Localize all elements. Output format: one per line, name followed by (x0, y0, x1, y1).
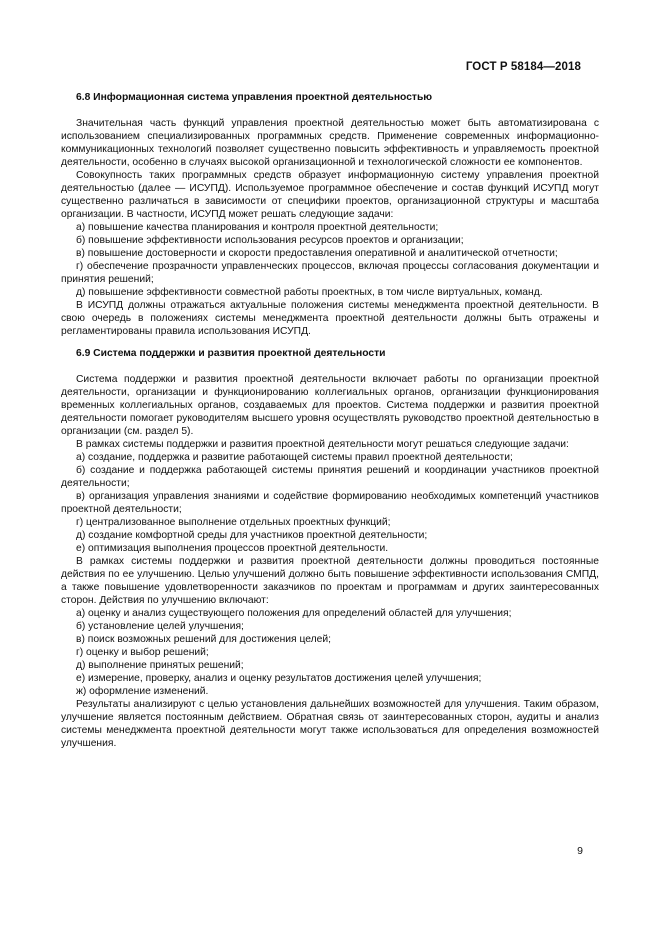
section-heading-6-9: 6.9 Система поддержки и развития проектной деятельности (76, 348, 386, 359)
paragraph: Совокупность таких программных средств образует информационную систему управления проектной деятельностью (далее — ИСУПД). Используемое программное обеспечение и состав функций ИСУПД могут существенно различаться в зависимости от специфики проектов, организационной структуры и масштаба организации. В частности, ИСУПД может решать следующие задачи: (61, 170, 599, 220)
paragraph: В рамках системы поддержки и развития проектной деятельности могут решаться следующие задачи: (76, 439, 569, 450)
paragraph: Система поддержки и развития проектной деятельности включает работы по организации проектной деятельности, организации и функционированию коллегиальных органов, организации функционирования временных коллегиальных органов, создаваемых для проектов. Система поддержки и развития проектной деятельности помогает руководителям высшего уровня осуществлять руководство проектной деятельностью в организации (см. раздел 5). (61, 374, 599, 437)
paragraph: В рамках системы поддержки и развития проектной деятельности должны проводиться постоянные действия по ее улучшению. Целью улучшений должно быть повышение эффективности использования СМПД, а также повышение удовлетворенности заказчиков по проектам и программам и других заинтересованных сторон. Действия по улучшению включают: (61, 556, 599, 606)
standard-header: ГОСТ Р 58184—2018 (465, 61, 581, 73)
list-item: б) установление целей улучшения; (76, 621, 244, 632)
list-item: д) выполнение принятых решений; (76, 660, 244, 671)
list-item: в) повышение достоверности и скорости предоставления оперативной и аналитической отчетности; (76, 248, 558, 259)
list-item: г) обеспечение прозрачности управленческих процессов, включая процессы согласования документации и принятия решений; (61, 261, 599, 285)
list-item: г) оценку и выбор решений; (76, 647, 209, 658)
list-item: е) измерение, проверку, анализ и оценку результатов достижения целей улучшения; (76, 673, 482, 684)
list-item: д) повышение эффективности совместной работы проектных, в том числе виртуальных, команд. (76, 287, 543, 298)
paragraph: В ИСУПД должны отражаться актуальные положения системы менеджмента проектной деятельности. В свою очередь в положениях системы менеджмента проектной деятельности должны быть отражены и регламентированы правила использования ИСУПД. (61, 300, 599, 337)
list-item: г) централизованное выполнение отдельных проектных функций; (76, 517, 391, 528)
list-item: ж) оформление изменений. (76, 686, 209, 697)
document-body (61, 91, 599, 750)
list-item: в) поиск возможных решений для достижения целей; (76, 634, 331, 645)
list-item: в) организация управления знаниями и содействие формированию необходимых компетенций участников проектной деятельности; (61, 491, 599, 515)
list-item: д) создание комфортной среды для участников проектной деятельности; (76, 530, 428, 541)
list-item: а) повышение качества планирования и контроля проектной деятельности; (76, 222, 439, 233)
list-item: а) оценку и анализ существующего положения для определений областей для улучшения; (76, 608, 512, 619)
paragraph: Значительная часть функций управления проектной деятельностью может быть автоматизирована с использованием специализированных программных средств. Применение современных информационно-коммуникационных технологий позволяет существенно повысить эффективность и управляемость проектной деятельности, особенно в случаях высокой организационной и технологической сложности ее компонентов. (61, 118, 599, 168)
list-item: б) повышение эффективности использования ресурсов проектов и организации; (76, 235, 464, 246)
list-item: а) создание, поддержка и развитие работающей системы правил проектной деятельности; (76, 452, 513, 463)
list-item: б) создание и поддержка работающей системы принятия решений и координации участников проектной деятельности; (61, 465, 599, 489)
list-item: е) оптимизация выполнения процессов проектной деятельности. (76, 543, 389, 554)
page-number: 9 (577, 845, 583, 857)
paragraph: Результаты анализируют с целью установления дальнейших возможностей для улучшения. Таким образом, улучшение является постоянным действием. Обратная связь от заинтересованных сторон, аудиты и анализ системы менеджмента проектной деятельности могут также использоваться для определения возможностей улучшения. (61, 699, 599, 749)
section-heading-6-8: 6.8 Информационная система управления проектной деятельностью (76, 92, 433, 103)
